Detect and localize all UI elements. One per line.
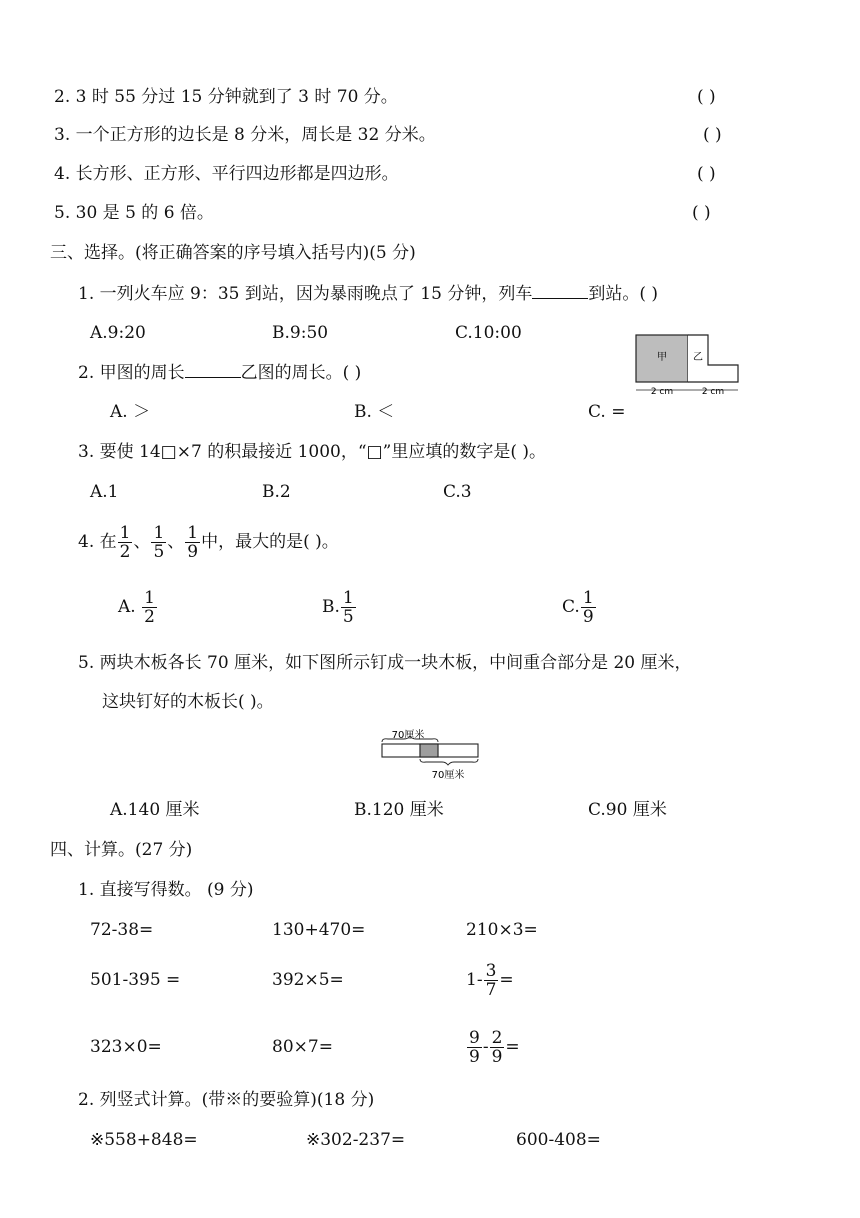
fraction [484, 962, 499, 999]
label-yi: 乙 [693, 352, 703, 363]
question-text: 在 [99, 532, 117, 552]
option-b [322, 587, 357, 627]
separator: 、 [133, 532, 151, 552]
fraction [467, 1029, 482, 1066]
calc-expression-fraction [466, 1024, 520, 1070]
choice-question-3 [78, 441, 546, 463]
denominator: 7 [485, 980, 497, 1000]
answer-paren[interactable]: ( ) [697, 87, 716, 107]
question-text: 甲图的周长 [99, 363, 185, 383]
option-c [562, 587, 597, 627]
choice-question-2 [78, 361, 361, 384]
calc-sub-2 [78, 1089, 374, 1111]
calc-expression-fraction [466, 957, 514, 1003]
question-number: 4. [78, 532, 95, 552]
option-a: A.1 [90, 482, 119, 502]
board-figure [378, 726, 482, 784]
choice-question-5 [78, 652, 692, 674]
numerator: 1 [187, 523, 199, 543]
question-text: 两块木板各长 70 厘米，如下图所示钉成一块木板，中间重合部分是 20 厘米， [99, 653, 692, 673]
numerator: 1 [153, 523, 165, 543]
expression-part: = [499, 970, 514, 990]
denominator: 9 [491, 1047, 503, 1067]
dimension-label-1: 2 cm [650, 387, 674, 397]
numerator: 1 [119, 523, 131, 543]
expression-part: 1- [466, 970, 483, 990]
fraction [341, 589, 356, 626]
numerator: 9 [469, 1028, 480, 1048]
numerator: 1 [342, 588, 354, 608]
question-text: 直接写得数。 (9 分) [99, 880, 254, 900]
fill-blank[interactable] [532, 282, 588, 299]
question-number: 1. [78, 284, 95, 304]
question-text: 乙图的周长。( ) [240, 363, 362, 383]
calc-expression: 80×7= [272, 1037, 333, 1057]
denominator: 9 [187, 542, 199, 562]
item-number: 5. [54, 203, 71, 223]
item-text: 30 是 5 的 6 倍。 [75, 203, 214, 223]
numerator: 1 [582, 588, 594, 608]
expression-part: = [505, 1037, 520, 1057]
bottom-label: 70厘米 [431, 770, 465, 781]
option-c: C.3 [443, 482, 472, 502]
fraction [185, 524, 200, 561]
dimension-label-2: 2 cm [701, 387, 725, 397]
item-number: 4. [54, 164, 71, 184]
option-a: A.9:20 [90, 323, 146, 343]
option-a: A.140 厘米 [110, 800, 200, 820]
calc-sub-1 [78, 879, 254, 901]
answer-paren[interactable]: ( ) [703, 125, 722, 145]
judge-item-5 [54, 202, 214, 224]
denominator: 5 [153, 542, 165, 562]
option-b: B. ＜ [354, 402, 395, 422]
option-label: B. [322, 597, 340, 617]
calc-expression: 392×5= [272, 970, 344, 990]
calc-expression: ※558+848= [90, 1130, 198, 1150]
option-a: A. ＞ [110, 402, 151, 422]
top-label: 70厘米 [391, 730, 425, 741]
item-number: 3. [54, 125, 71, 145]
judge-item-4 [54, 163, 399, 185]
option-a [118, 587, 158, 627]
operator: - [482, 1037, 489, 1057]
question-text: 要使 14□×7 的积最接近 1000，“□”里应填的数字是( )。 [99, 442, 546, 462]
fraction [118, 524, 133, 561]
question-text-line2: 这块钉好的木板长( )。 [102, 692, 274, 712]
calc-expression: 600-408= [516, 1130, 601, 1150]
option-b: B.9:50 [272, 323, 329, 343]
section-heading-calc: 四、计算。(27 分) [50, 840, 193, 860]
option-c: C.10:00 [455, 323, 522, 343]
question-text: 到站。( ) [588, 284, 659, 304]
calc-expression: 501-395 = [90, 970, 181, 990]
fraction [581, 589, 596, 626]
perimeter-figure [632, 333, 742, 398]
fraction [490, 1029, 505, 1066]
choice-question-1 [78, 282, 658, 305]
answer-paren[interactable]: ( ) [697, 164, 716, 184]
numerator: 2 [491, 1028, 503, 1048]
item-text: 长方形、正方形、平行四边形都是四边形。 [75, 164, 399, 184]
label-jia: 甲 [657, 352, 667, 363]
choice-question-4 [78, 522, 339, 562]
calc-expression: 130+470= [272, 920, 366, 940]
calc-expression: 210×3= [466, 920, 538, 940]
judge-item-2 [54, 86, 398, 108]
denominator: 2 [144, 607, 155, 627]
separator: 、 [167, 532, 185, 552]
item-text: 一个正方形的边长是 8 分米，周长是 32 分米。 [75, 125, 436, 145]
question-number: 5. [78, 653, 95, 673]
calc-expression: 72-38= [90, 920, 154, 940]
judge-item-3 [54, 124, 436, 146]
item-text: 3 时 55 分过 15 分钟就到了 3 时 70 分。 [75, 87, 398, 107]
question-number: 2. [78, 363, 95, 383]
answer-paren[interactable]: ( ) [692, 203, 711, 223]
question-text: 列竖式计算。(带※的要验算)(18 分) [99, 1090, 375, 1110]
fraction [151, 524, 166, 561]
numerator: 1 [144, 588, 155, 608]
section-heading-choice: 三、选择。(将正确答案的序号填入括号内)(5 分) [50, 243, 416, 263]
numerator: 3 [485, 961, 497, 981]
option-b: B.2 [262, 482, 291, 502]
option-label: A. [118, 597, 136, 617]
calc-expression: ※302-237= [306, 1130, 406, 1150]
question-text: 一列火车应 9：35 到站，因为暴雨晚点了 15 分钟，列车 [99, 284, 533, 304]
option-c: C.90 厘米 [588, 800, 667, 820]
fill-blank[interactable] [185, 361, 241, 378]
calc-expression: 323×0= [90, 1037, 162, 1057]
denominator: 9 [469, 1047, 480, 1067]
item-number: 2. [54, 87, 71, 107]
question-text: 中，最大的是( )。 [201, 532, 339, 552]
fraction [142, 589, 157, 626]
question-number: 2. [78, 1090, 95, 1110]
question-number: 3. [78, 442, 95, 462]
question-number: 1. [78, 880, 95, 900]
option-b: B.120 厘米 [354, 800, 444, 820]
option-c: C. = [588, 402, 626, 422]
denominator: 2 [119, 542, 131, 562]
denominator: 9 [582, 607, 594, 627]
denominator: 5 [342, 607, 354, 627]
option-label: C. [562, 597, 580, 617]
